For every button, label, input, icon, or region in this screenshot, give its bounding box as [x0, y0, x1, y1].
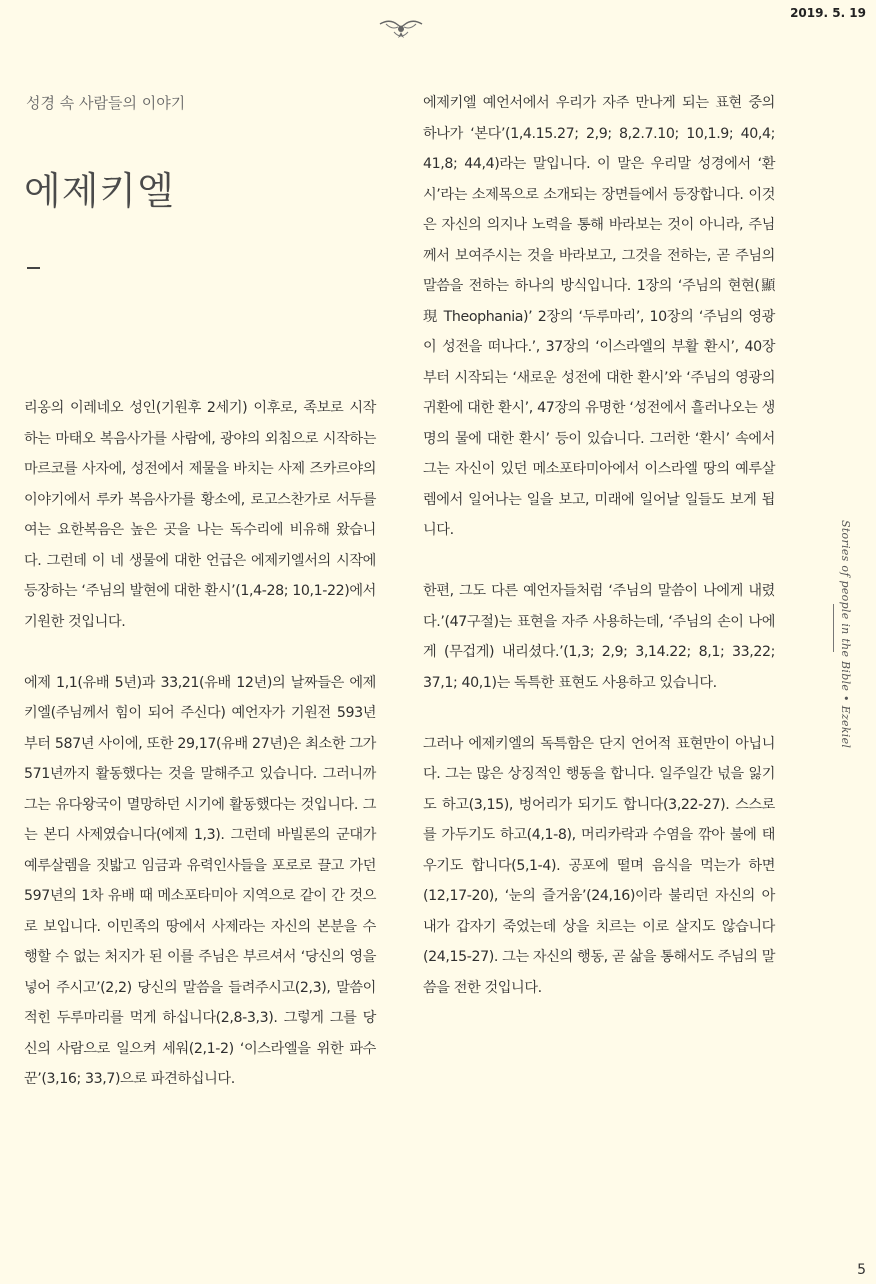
- right-column: [423, 88, 775, 1034]
- section-kicker: 성경 속 사람들의 이야기: [26, 94, 186, 112]
- title-divider: [27, 267, 40, 269]
- page-number: 5: [857, 1262, 866, 1278]
- flourish-ornament-icon: [378, 16, 424, 42]
- date-stamp: 2019. 5. 19: [790, 6, 866, 20]
- article-title: 에제키엘: [24, 169, 175, 213]
- paragraph: 에제키엘 예언서에서 우리가 자주 만나게 되는 표현 중의 하나가 ‘본다’(1,4.15.27; 2,9; 8,2.7.10; 10,1.9; 40,4; 41,8; 44,4)라는 말입니다. 이 말은 우리말 성경에서 ‘환시’라는 소제목으로 소개되는 장면들에서 등장합니다. 이것은 자신의 의지나 노력을 통해 바라보는 것이 아니라, 주님께서 보여주시는 것을 바라보고, 그것을 전하는, 곧 주님의 말씀을 전하는 하나의 방식입니다. 1장의 ‘주님의 현현(顯現 Theophania)’ 2장의 ‘두루마리’, 10장의 ‘주님의 영광이 성전을 떠나다.’, 37장의 ‘이스라엘의 부활 환시’, 40장부터 시작되는 ‘새로운 성전에 대한 환시’와 ‘주님의 영광의 귀환에 대한 환시’, 47장의 유명한 ‘성전에서 흘러나오는 생명의 물에 대한 환시’ 등이 있습니다. 그러한 ‘환시’ 속에서 그는 자신이 있던 메소포타미아에서 이스라엘 땅의 예루살렘에서 일어나는 일을 보고, 미래에 일어날 일들도 보게 됩니다.: [423, 95, 775, 538]
- paragraph: 그러나 에제키엘의 독특함은 단지 언어적 표현만이 아닙니다. 그는 많은 상징적인 행동을 합니다. 일주일간 넋을 잃기도 하고(3,15), 벙어리가 되기도 합니다(3,22-27). 스스로를 가두기도 하고(4,1-8), 머리카락과 수염을 깎아 불에 태우기도 합니다(5,1-4). 공포에 떨며 음식을 먹는가 하면(12,17-20), ‘눈의 즐거움’(24,16)이라 불리던 자신의 아내가 갑자기 죽었는데 상을 치르는 이로 살지도 않습니다(24,15-27). 그는 자신의 행동, 곧 삶을 통해서도 주님의 말씀을 전한 것입니다.: [423, 735, 775, 996]
- left-column: [24, 393, 376, 1125]
- paragraph: 한편, 그도 다른 예언자들처럼 ‘주님의 말씀이 나에게 내렸다.’(47구절)는 표현을 자주 사용하는데, ‘주님의 손이 나에게 (무겁게) 내리셨다.’(1,3; 2,9; 3,14.22; 8,1; 33,22; 37,1; 40,1)는 독특한 표현도 사용하고 있습니다.: [423, 583, 775, 691]
- side-label: [835, 520, 865, 750]
- side-divider: [833, 604, 834, 652]
- side-label-text: Stories of people in the Bible • Ezekiel: [839, 520, 852, 749]
- paragraph: 에제 1,1(유배 5년)과 33,21(유배 12년)의 날짜들은 에제키엘(주님께서 힘이 되어 주신다) 예언자가 기원전 593년부터 587년 사이에, 또한 29,17(유배 27년)은 최소한 그가 571년까지 활동했다는 것을 말해주고 있습니다. 그러니까 그는 유다왕국이 멸망하던 시기에 활동했다는 것입니다. 그는 본디 사제였습니다(에제 1,3). 그런데 바빌론의 군대가 예루살렘을 짓밟고 임금과 유력인사들을 포로로 끌고 가던 597년의 1차 유배 때 메소포타미아 지역으로 같이 간 것으로 보입니다. 이민족의 땅에서 사제라는 자신의 본분을 수행할 수 없는 처지가 된 이를 주님은 부르셔서 ‘당신의 영을 넣어 주시고’(2,2) 당신의 말씀을 들려주시고(2,3), 말씀이 적힌 두루마리를 먹게 하십니다(2,8-3,3). 그렇게 그를 당신의 사람으로 일으켜 세워(2,1-2) ‘이스라엘을 위한 파수꾼’(3,16; 33,7)으로 파견하십니다.: [24, 674, 376, 1087]
- paragraph: 리옹의 이레네오 성인(기원후 2세기) 이후로, 족보로 시작하는 마태오 복음사가를 사람에, 광야의 외침으로 시작하는 마르코를 사자에, 성전에서 제물을 바치는 사제 즈카르야의 이야기에서 루카 복음사가를 황소에, 로고스찬가로 서두를 여는 요한복음은 높은 곳을 나는 독수리에 비유해 왔습니다. 그런데 이 네 생물에 대한 언급은 에제키엘서의 시작에 등장하는 ‘주님의 발현에 대한 환시’(1,4-28; 10,1-22)에서 기원한 것입니다.: [24, 400, 376, 630]
